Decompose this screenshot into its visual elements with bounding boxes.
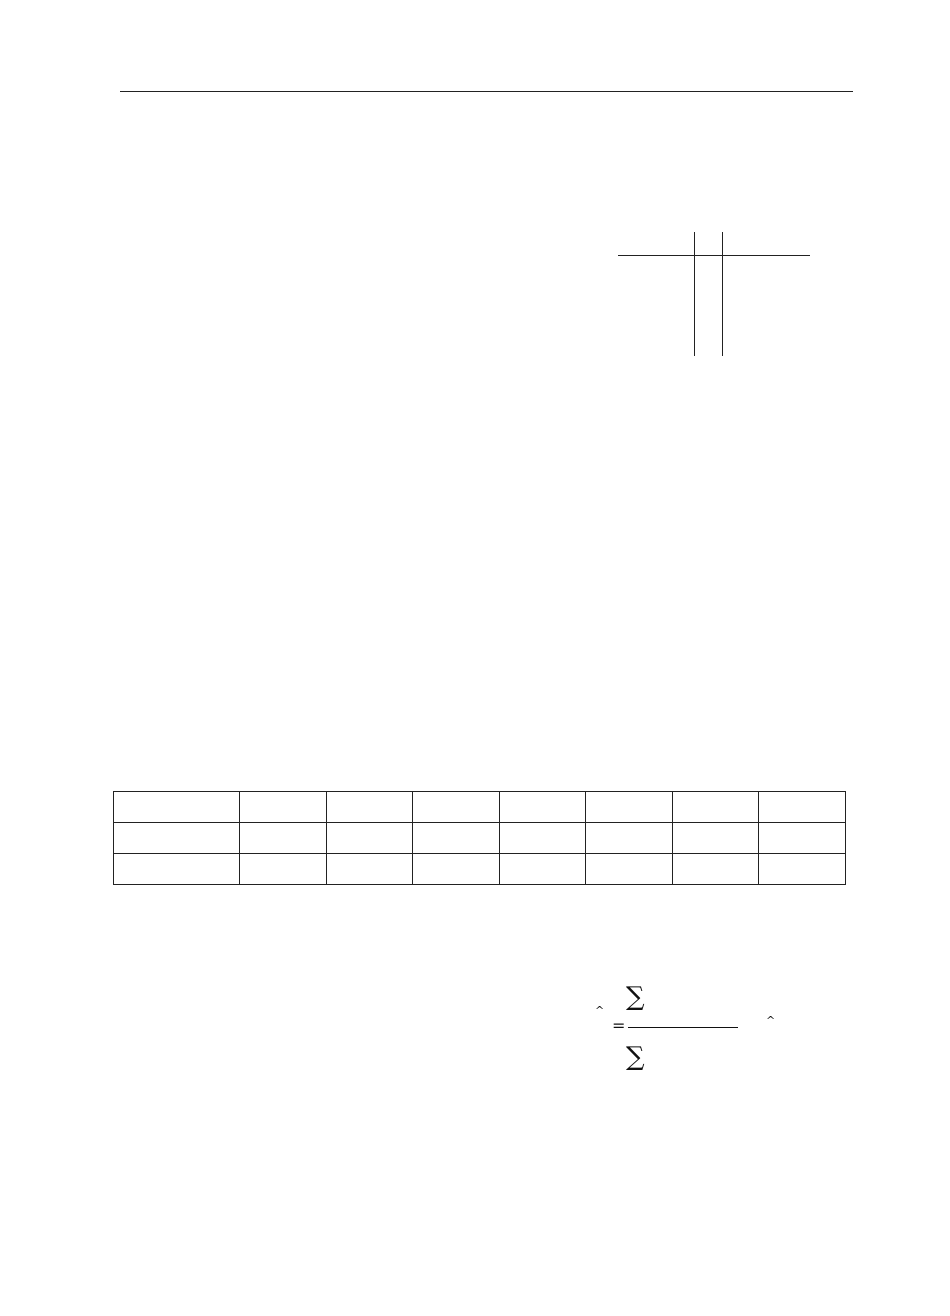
table-cell [499, 823, 586, 854]
header-rule [120, 91, 853, 92]
stem-leaf-divider-right [722, 232, 723, 356]
table-cell [240, 792, 327, 823]
table-cell [672, 854, 759, 885]
table-cell [672, 823, 759, 854]
row-header-income [114, 854, 240, 885]
table-cell [586, 854, 673, 885]
fraction-bar [628, 1027, 738, 1028]
a-hat-mark: ^ [766, 1014, 776, 1027]
sigma-lower: ∑ [626, 1042, 645, 1072]
table-row [114, 792, 846, 823]
table-cell [759, 823, 846, 854]
table-cell [326, 823, 413, 854]
sigma-upper: ∑ [626, 982, 645, 1012]
stem-leaf-divider-left [694, 232, 695, 356]
table-cell [499, 792, 586, 823]
table-cell [586, 792, 673, 823]
income-table [113, 791, 846, 885]
table-cell [413, 854, 500, 885]
table-cell [326, 792, 413, 823]
table-cell [759, 792, 846, 823]
equals-sign: = [612, 1016, 626, 1035]
stem-leaf-header-rule [618, 255, 810, 256]
frequency-histogram [540, 545, 910, 785]
table-cell [413, 792, 500, 823]
table-cell [240, 854, 327, 885]
row-header-year [114, 792, 240, 823]
b-hat-mark: ^ [595, 1004, 605, 1017]
table-cell [499, 854, 586, 885]
table-cell [240, 823, 327, 854]
table-cell [326, 854, 413, 885]
table-row [114, 823, 846, 854]
table-cell [759, 854, 846, 885]
row-header-code [114, 823, 240, 854]
table-row [114, 854, 846, 885]
table-cell [672, 792, 759, 823]
table-cell [413, 823, 500, 854]
table-cell [586, 823, 673, 854]
